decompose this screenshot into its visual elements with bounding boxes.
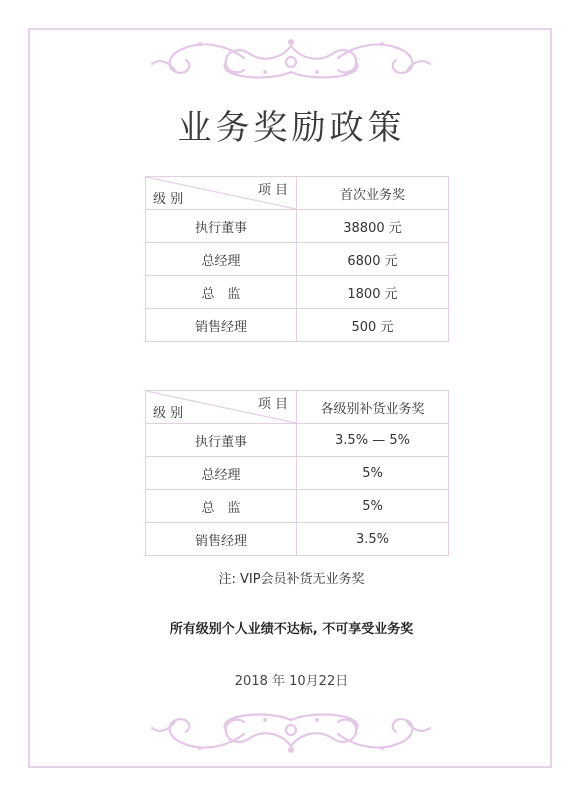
top-ornament [0, 32, 583, 92]
table-row [146, 276, 449, 309]
header-item-label: 项 目 [257, 183, 288, 198]
first-business-reward-table [145, 176, 449, 342]
diagonal-header-cell [146, 391, 297, 424]
diagonal-header-cell [146, 177, 297, 210]
table-row [146, 243, 449, 276]
table-row [146, 490, 449, 523]
level-cell: 总经理 [146, 243, 297, 276]
header-level-label: 级 别 [153, 192, 184, 207]
table-header-row [146, 177, 449, 210]
level-cell: 总经理 [146, 457, 297, 490]
table-row [146, 309, 449, 342]
bottom-ornament [0, 700, 583, 760]
header-column-label: 各级别补货业务奖 [297, 391, 449, 424]
table-header-row [146, 391, 449, 424]
header-level-label: 级 别 [153, 406, 184, 421]
level-cell: 执行董事 [146, 424, 297, 457]
value-cell: 6800 元 [297, 243, 449, 276]
value-cell: 38800 元 [297, 210, 449, 243]
table-row [146, 210, 449, 243]
level-cell: 总 监 [146, 276, 297, 309]
header-item-label: 项 目 [257, 397, 288, 412]
table-row [146, 457, 449, 490]
value-cell: 3.5% — 5% [297, 424, 449, 457]
restock-business-reward-table [145, 390, 449, 556]
table-row [146, 424, 449, 457]
page-title: 业务奖励政策 [177, 108, 406, 148]
level-cell: 执行董事 [146, 210, 297, 243]
vip-note: 注: VIP会员补货无业务奖 [218, 572, 365, 587]
issue-date: 2018 年 10月22日 [234, 674, 349, 689]
value-cell: 500 元 [297, 309, 449, 342]
level-cell: 销售经理 [146, 523, 297, 556]
value-cell: 1800 元 [297, 276, 449, 309]
value-cell: 5% [297, 490, 449, 523]
header-column-label: 首次业务奖 [297, 177, 449, 210]
table-row [146, 523, 449, 556]
level-cell: 销售经理 [146, 309, 297, 342]
value-cell: 3.5% [297, 523, 449, 556]
level-cell: 总 监 [146, 490, 297, 523]
value-cell: 5% [297, 457, 449, 490]
performance-warning: 所有级别个人业绩不达标, 不可享受业务奖 [169, 622, 414, 637]
